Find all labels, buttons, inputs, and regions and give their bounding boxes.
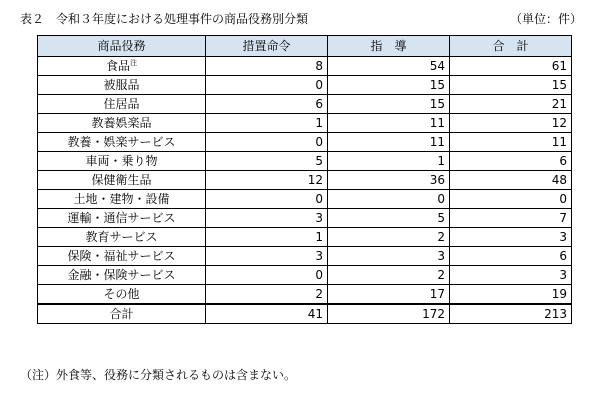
row-category-label: 食品 <box>105 59 130 73</box>
row-guidance: 3 <box>328 247 450 266</box>
row-total: 21 <box>450 95 572 114</box>
row-guidance: 5 <box>328 209 450 228</box>
header-category: 商品役務 <box>38 36 206 57</box>
table-row <box>38 171 572 190</box>
row-category: 運輸・通信サービス <box>38 209 206 228</box>
row-measures: 3 <box>206 209 328 228</box>
total-row <box>38 304 572 324</box>
row-guidance: 15 <box>328 76 450 95</box>
total-measures: 41 <box>206 304 328 324</box>
row-measures: 12 <box>206 171 328 190</box>
row-category: 教養娯楽品 <box>38 114 206 133</box>
row-category: 住居品 <box>38 95 206 114</box>
row-guidance: 11 <box>328 133 450 152</box>
row-measures: 3 <box>206 247 328 266</box>
unit-label: （単位：件） <box>509 12 582 26</box>
table-row <box>38 114 572 133</box>
row-total: 15 <box>450 76 572 95</box>
row-category: 教育サービス <box>38 228 206 247</box>
row-guidance: 2 <box>328 266 450 285</box>
row-guidance: 54 <box>328 57 450 76</box>
header-guidance: 指 導 <box>328 36 450 57</box>
table-row <box>38 228 572 247</box>
row-guidance: 11 <box>328 114 450 133</box>
header-measures: 措置命令 <box>206 36 328 57</box>
row-category: 保健衛生品 <box>38 171 206 190</box>
total-label: 合計 <box>38 304 206 324</box>
row-total: 11 <box>450 133 572 152</box>
row-category: 車両・乗り物 <box>38 152 206 171</box>
row-total: 7 <box>450 209 572 228</box>
row-guidance: 36 <box>328 171 450 190</box>
row-total: 0 <box>450 190 572 209</box>
row-measures: 2 <box>206 285 328 305</box>
row-category: その他 <box>38 285 206 305</box>
row-total: 6 <box>450 247 572 266</box>
row-guidance: 2 <box>328 228 450 247</box>
row-category <box>38 57 206 76</box>
row-measures: 8 <box>206 57 328 76</box>
row-guidance: 1 <box>328 152 450 171</box>
row-measures: 1 <box>206 228 328 247</box>
row-category: 教養・娯楽サービス <box>38 133 206 152</box>
footnote: （注）外食等、役務に分類されるものは含まない。 <box>20 368 297 382</box>
table-title: 表２ 令和３年度における処理事件の商品役務別分類 <box>20 12 309 26</box>
row-total: 48 <box>450 171 572 190</box>
total-guidance: 172 <box>328 304 450 324</box>
table-row <box>38 57 572 76</box>
row-total: 3 <box>450 228 572 247</box>
table-row <box>38 266 572 285</box>
row-guidance: 15 <box>328 95 450 114</box>
table-row <box>38 247 572 266</box>
row-total: 19 <box>450 285 572 305</box>
header-total: 合 計 <box>450 36 572 57</box>
row-total: 61 <box>450 57 572 76</box>
total-total: 213 <box>450 304 572 324</box>
table-row <box>38 152 572 171</box>
row-measures: 6 <box>206 95 328 114</box>
category-table <box>37 35 572 324</box>
table-row <box>38 76 572 95</box>
row-category: 保険・福祉サービス <box>38 247 206 266</box>
row-measures: 0 <box>206 76 328 95</box>
row-category: 土地・建物・設備 <box>38 190 206 209</box>
row-total: 12 <box>450 114 572 133</box>
row-measures: 1 <box>206 114 328 133</box>
row-category: 金融・保険サービス <box>38 266 206 285</box>
row-total: 3 <box>450 266 572 285</box>
row-measures: 0 <box>206 266 328 285</box>
row-guidance: 0 <box>328 190 450 209</box>
table-caption <box>20 10 582 28</box>
table-row <box>38 209 572 228</box>
row-guidance: 17 <box>328 285 450 305</box>
table-row <box>38 95 572 114</box>
table-row <box>38 285 572 305</box>
table-row <box>38 190 572 209</box>
note-marker: 注 <box>130 59 137 67</box>
row-total: 6 <box>450 152 572 171</box>
row-measures: 0 <box>206 190 328 209</box>
table-row <box>38 133 572 152</box>
header-row <box>38 36 572 57</box>
row-measures: 5 <box>206 152 328 171</box>
row-category: 被服品 <box>38 76 206 95</box>
row-measures: 0 <box>206 133 328 152</box>
